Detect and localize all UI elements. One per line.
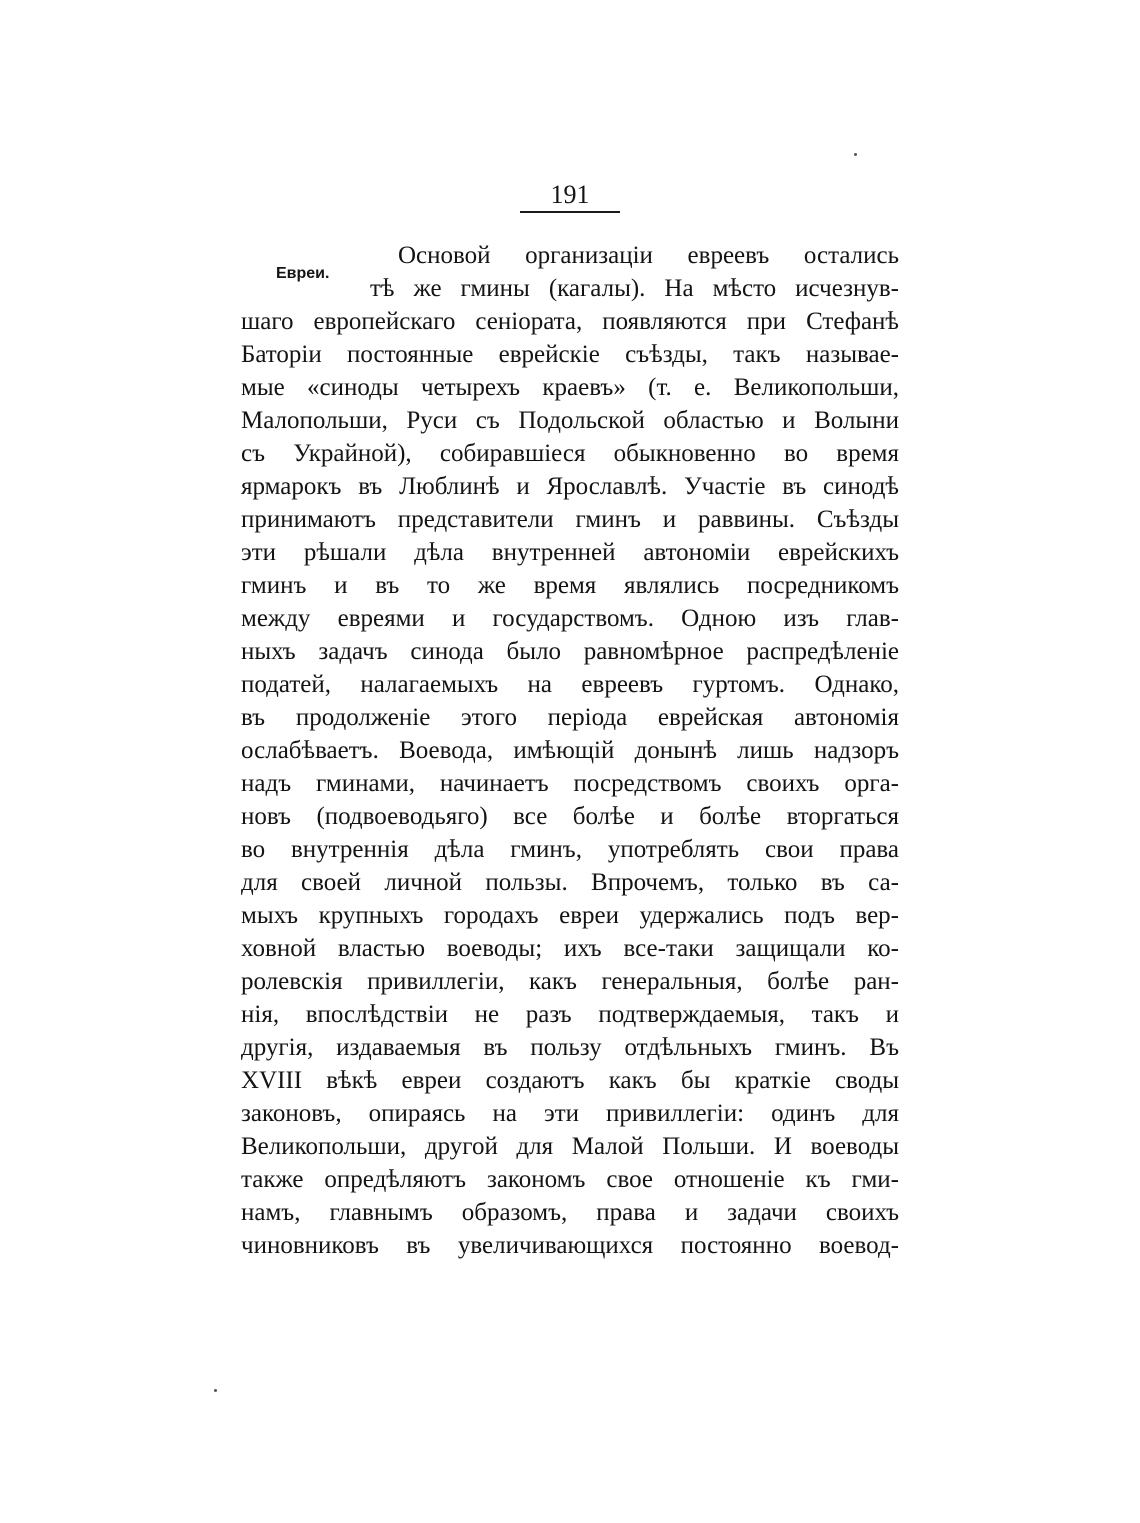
text-line: надъ гминами, начинаетъ посредствомъ своихъ орга-	[241, 770, 899, 797]
text-line: ролевскія привиллегіи, какъ генеральныя, болѣе ран-	[241, 968, 899, 995]
margin-note: Евреи.	[276, 265, 330, 282]
text-line: мыхъ крупныхъ городахъ евреи удержались подъ вер-	[241, 902, 899, 929]
scan-speck	[854, 153, 857, 156]
text-line: Малопольши, Руси съ Подольской областью и Волыни	[241, 407, 899, 434]
text-line: тѣ же гмины (кагалы). На мѣсто исчезнув-	[370, 275, 899, 302]
text-line: податей, налагаемыхъ на евреевъ гуртомъ. Однако,	[241, 671, 899, 698]
text-line: нія, впослѣдствіи не разъ подтверждаемыя, такъ и	[241, 1001, 899, 1028]
text-line: Великопольши, другой для Малой Польши. И воеводы	[241, 1133, 899, 1160]
text-line: въ продолженіе этого періода еврейская автономія	[241, 704, 899, 731]
text-line: во внутреннія дѣла гминъ, употреблять свои права	[241, 836, 899, 863]
scan-speck	[214, 1389, 217, 1392]
text-line: ныхъ задачъ синода было равномѣрное распредѣленіе	[241, 638, 899, 665]
text-line: принимаютъ представители гминъ и раввины. Съѣзды	[241, 506, 899, 533]
page-number: 191	[550, 180, 590, 209]
text-line: между евреями и государствомъ. Одною изъ глав-	[241, 605, 899, 632]
text-line: эти рѣшали дѣла внутренней автономіи еврейскихъ	[241, 539, 899, 566]
text-line: законовъ, опираясь на эти привиллегіи: одинъ для	[241, 1100, 899, 1127]
text-line: гминъ и въ то же время являлись посредникомъ	[241, 572, 899, 599]
text-line: мые «синоды четырехъ краевъ» (т. е. Великопольши,	[241, 374, 899, 401]
text-line: шаго европейскаго сеніората, появляются при Стефанѣ	[241, 308, 899, 335]
text-line: намъ, главнымъ образомъ, права и задачи своихъ	[241, 1199, 899, 1226]
text-line: ховной властью воеводы; ихъ все-таки защищали ко-	[241, 935, 899, 962]
text-line: съ Украйной), собиравшіеся обыкновенно во время	[241, 440, 899, 467]
text-line: новъ (подвоеводьяго) все болѣе и болѣе вторгаться	[241, 803, 899, 830]
text-line: ярмарокъ въ Люблинѣ и Ярославлѣ. Участіе въ синодѣ	[241, 473, 899, 500]
text-line: для своей личной пользы. Впрочемъ, только въ са-	[241, 869, 899, 896]
text-line: Баторіи постоянные еврейскіе съѣзды, такъ называе-	[241, 341, 899, 368]
text-line: чиновниковъ въ увеличивающихся постоянно воевод-	[241, 1232, 899, 1259]
text-line: ослабѣваетъ. Воевода, имѣющій донынѣ лишь надзоръ	[241, 737, 899, 764]
text-line: также опредѣляютъ закономъ свое отношеніе къ гми-	[241, 1166, 899, 1193]
page-number-rule	[520, 211, 620, 213]
text-line: Основой организаціи евреевъ остались	[398, 242, 899, 269]
text-line: другія, издаваемыя въ пользу отдѣльныхъ гминъ. Въ	[241, 1034, 899, 1061]
text-line: XVIII вѣкѣ евреи создаютъ какъ бы краткіе своды	[241, 1067, 899, 1094]
